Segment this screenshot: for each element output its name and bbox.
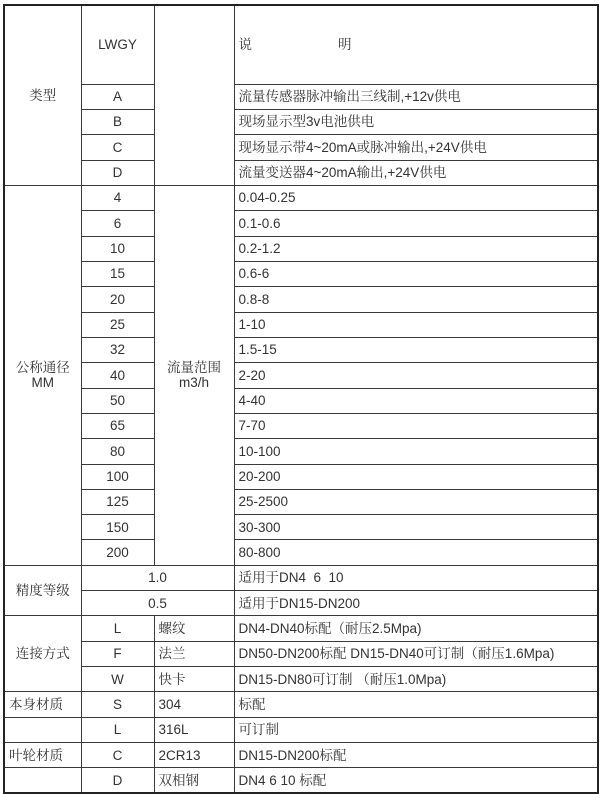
dn-value: 40: [81, 363, 154, 388]
dn-value: 25: [81, 312, 154, 337]
table-row-dn: [4, 413, 598, 438]
flow-range-label: [154, 185, 234, 565]
dn-value: 100: [81, 464, 154, 489]
accuracy-grade: 1.0: [81, 565, 234, 590]
connection-name: 螺纹: [154, 616, 234, 641]
accuracy-desc: 适用于DN15-DN200: [234, 591, 598, 616]
flow-range-value: 1-10: [234, 312, 598, 337]
type-desc: 流量变送器4~20mA输出,+24V供电: [234, 160, 598, 185]
table-row-dn: [4, 287, 598, 312]
type-desc: 现场显示带4~20mA或脉冲输出,+24V供电: [234, 135, 598, 160]
flow-range-label-line2: m3/h: [178, 375, 209, 391]
material-desc: 标配: [234, 692, 598, 717]
empty-cell: [4, 717, 81, 742]
material-name: 双相钢: [154, 768, 234, 793]
table-row-body-material: [4, 692, 598, 717]
connection-desc: DN4-DN40标配（耐压2.5Mpa): [234, 616, 598, 641]
description-header-char1: 说: [238, 37, 252, 53]
table-row-type-d: [4, 160, 598, 185]
table-row-dn: [4, 185, 598, 210]
impeller-material-section-label: 叶轮材质: [4, 743, 81, 768]
table-row-header: [4, 5, 598, 84]
dn-value: 10: [81, 236, 154, 261]
connection-desc: DN15-DN80可订制 （耐压1.0Mpa): [234, 667, 598, 692]
dn-value: 15: [81, 261, 154, 286]
material-desc: 可订制: [234, 717, 598, 742]
table-row-connection-l: [4, 616, 598, 641]
empty-subcolumn-cell: [154, 5, 234, 185]
flow-range-value: 0.1-0.6: [234, 211, 598, 236]
description-header-char2: 明: [338, 37, 352, 53]
diameter-label-line2: MM: [31, 375, 54, 391]
connection-code: F: [81, 641, 154, 666]
flow-range-value: 2-20: [234, 363, 598, 388]
table-row-type-a: [4, 84, 598, 109]
type-section-label: 类型: [4, 5, 81, 185]
connection-desc: DN50-DN200标配 DN15-DN40可订制（耐压1.6Mpa): [234, 641, 598, 666]
material-code: L: [81, 717, 154, 742]
connection-code: W: [81, 667, 154, 692]
accuracy-desc: 适用于DN4 6 10: [234, 565, 598, 590]
material-code: S: [81, 692, 154, 717]
flow-meter-spec-table: [3, 4, 599, 794]
table-row-dn: [4, 489, 598, 514]
table-row-accuracy: [4, 591, 598, 616]
type-code: C: [81, 135, 154, 160]
table-row-dn: [4, 464, 598, 489]
table-row-accuracy: [4, 565, 598, 590]
table-row-dn: [4, 261, 598, 286]
flow-range-label-line1: 流量范围: [167, 359, 221, 375]
table-row-dn: [4, 363, 598, 388]
material-name: 2CR13: [154, 743, 234, 768]
dn-value: 65: [81, 413, 154, 438]
connection-name: 法兰: [154, 641, 234, 666]
flow-range-value: 30-300: [234, 515, 598, 540]
flow-range-value: 1.5-15: [234, 337, 598, 362]
description-header: [234, 5, 598, 84]
dn-value: 32: [81, 337, 154, 362]
material-code: C: [81, 743, 154, 768]
accuracy-section-label: 精度等级: [4, 565, 81, 616]
flow-range-value: 7-70: [234, 413, 598, 438]
flow-range-value: 0.8-8: [234, 287, 598, 312]
flow-range-value: 4-40: [234, 388, 598, 413]
table-row-dn: [4, 540, 598, 565]
flow-range-value: 25-2500: [234, 489, 598, 514]
table-row-impeller-d: [4, 768, 598, 793]
flow-range-value: 80-800: [234, 540, 598, 565]
material-name: 304: [154, 692, 234, 717]
type-desc: 现场显示型3v电池供电: [234, 109, 598, 134]
flow-range-value: 0.2-1.2: [234, 236, 598, 261]
material-desc: DN15-DN200标配: [234, 743, 598, 768]
material-desc: DN4 6 10 标配: [234, 768, 598, 793]
flow-range-value: 10-100: [234, 439, 598, 464]
flow-range-value: 0.04-0.25: [234, 185, 598, 210]
table-row-dn: [4, 312, 598, 337]
connection-code: L: [81, 616, 154, 641]
material-code: D: [81, 768, 154, 793]
material-name: 316L: [154, 717, 234, 742]
table-row-connection-f: [4, 641, 598, 666]
connection-section-label: 连接方式: [4, 616, 81, 692]
diameter-label-line1: 公称通径: [15, 359, 70, 375]
type-code: B: [81, 109, 154, 134]
model-code-header: LWGY: [81, 5, 154, 84]
empty-cell: [4, 768, 81, 793]
dn-value: 20: [81, 287, 154, 312]
body-material-section-label: 本身材质: [4, 692, 81, 717]
table-row-connection-w: [4, 667, 598, 692]
dn-value: 50: [81, 388, 154, 413]
accuracy-grade: 0.5: [81, 591, 234, 616]
flow-range-value: 20-200: [234, 464, 598, 489]
table-row-dn: [4, 388, 598, 413]
table-row-impeller-l: [4, 717, 598, 742]
table-row-impeller-c: [4, 743, 598, 768]
dn-value: 6: [81, 211, 154, 236]
type-code: A: [81, 84, 154, 109]
dn-value: 80: [81, 439, 154, 464]
table-row-dn: [4, 211, 598, 236]
flow-range-value: 0.6-6: [234, 261, 598, 286]
type-code: D: [81, 160, 154, 185]
table-row-dn: [4, 337, 598, 362]
table-row-dn: [4, 236, 598, 261]
table-row-type-c: [4, 135, 598, 160]
diameter-section-label: [4, 185, 81, 565]
table-row-dn: [4, 439, 598, 464]
dn-value: 4: [81, 185, 154, 210]
dn-value: 200: [81, 540, 154, 565]
connection-name: 快卡: [154, 667, 234, 692]
type-desc: 流量传感器脉冲输出三线制,+12v供电: [234, 84, 598, 109]
table-row-dn: [4, 515, 598, 540]
table-row-type-b: [4, 109, 598, 134]
dn-value: 125: [81, 489, 154, 514]
dn-value: 150: [81, 515, 154, 540]
